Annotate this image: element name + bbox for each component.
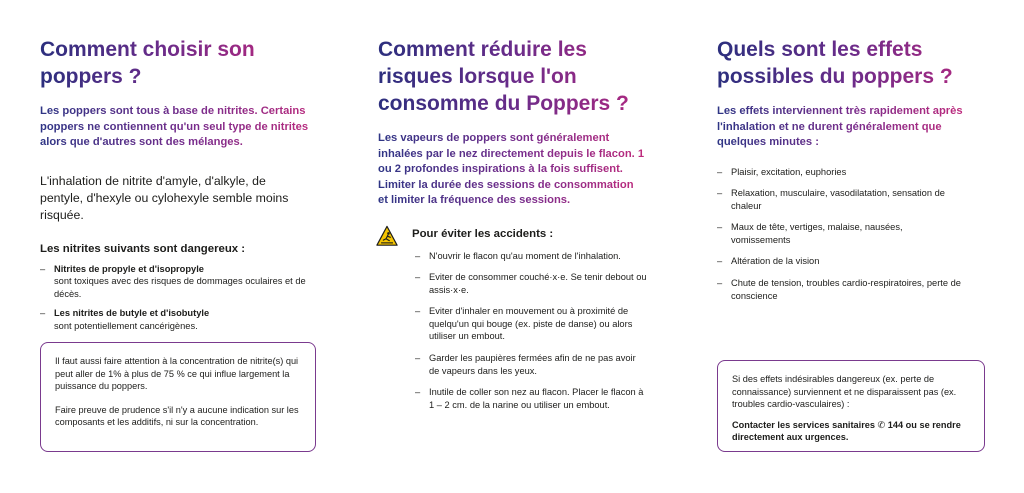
list-item <box>40 263 325 301</box>
box-paragraph: Il faut aussi faire attention à la concentration de nitrite(s) qui peut aller de 1% à plus de 75 % ce qui influe largement la puissance du poppers. <box>55 356 299 392</box>
list-item: – Chute de tension, troubles cardio-respiratoires, perte de conscience <box>717 277 962 302</box>
list-item: – Eviter d'inhaler en mouvement ou à proximité de quelqu'un qui bouge (ex. piste de danse) ou alors utiliser un embout. <box>415 305 647 343</box>
section-lead: Les effets interviennent très rapidement après l'inhalation et ne durent généralement que quelques minutes : <box>717 104 967 151</box>
section-title: Comment réduire les risques lorsque l'on consomme du Poppers ? <box>378 36 650 117</box>
emergency-info-box <box>717 360 985 452</box>
list-item: – N'ouvrir le flacon qu'au moment de l'inhalation. <box>415 250 647 263</box>
accident-list <box>415 250 647 412</box>
section-lead: Les vapeurs de poppers sont généralement inhalées par le nez directement depuis le flacon. 1 ou 2 profondes inspirations à la fois suffisent. Limiter la durée des sessions de consommation et limiter la fréquence des sessions. <box>378 131 646 209</box>
list-item: – Relaxation, musculaire, vasodilatation, sensation de chaleur <box>717 187 962 212</box>
slip-warning-icon <box>376 225 398 247</box>
list-item: – Altération de la vision <box>717 255 962 268</box>
list-item: – Maux de tête, vertiges, malaise, nausées, vomissements <box>717 221 962 246</box>
list-item: – Eviter de consommer couché·x·e. Se tenir debout ou assis·x·e. <box>415 271 647 296</box>
list-item-bold: Les nitrites de butyle et d'isobutyle <box>54 308 210 319</box>
column-reduce-risks <box>378 36 653 411</box>
list-item-text: sont toxiques avec des risques de dommages oculaires et de décès. <box>54 276 306 299</box>
column-choose-poppers <box>40 36 325 332</box>
box-paragraph: Si des effets indésirables dangereux (ex. perte de connaissance) surviennent et ne disparaissent pas (ex. troubles cardio-vasculaires) : <box>732 374 957 410</box>
section-body: L'inhalation de nitrite d'amyle, d'alkyle, de pentyle, d'hexyle ou cylohexyle semble moins risquée. <box>40 173 289 222</box>
section-title: Quels sont les effets possibles du poppers ? <box>717 36 977 90</box>
emergency-contact-text: Contacter les services sanitaires ✆ 144 ou se rendre directement aux urgences. <box>732 419 961 443</box>
danger-heading: Les nitrites suivants sont dangereux : <box>40 242 246 255</box>
list-item: – Garder les paupières fermées afin de ne pas avoir de vapeurs dans les yeux. <box>415 352 647 377</box>
box-paragraph: Faire preuve de prudence s'il n'y a aucune indication sur les composants et les additifs, ni sur la concentration. <box>55 404 299 428</box>
section-title: Comment choisir son poppers ? <box>40 36 280 90</box>
list-item-text: sont potentiellement cancérigènes. <box>54 320 198 331</box>
list-item-bold: Nitrites de propyle et d'isopropyle <box>54 263 204 274</box>
list-item: – Plaisir, excitation, euphories <box>717 166 962 179</box>
effects-list <box>717 166 962 303</box>
accident-heading: Pour éviter les accidents : <box>412 227 554 240</box>
concentration-info-box <box>40 342 316 452</box>
section-lead: Les poppers sont tous à base de nitrites. Certains poppers ne contiennent qu'un seul type de nitrites alors que d'autres sont des mélanges. <box>40 104 325 151</box>
list-item <box>40 307 325 332</box>
list-item: – Inutile de coller son nez au flacon. Placer le flacon à 1 – 2 cm. de la narine ou utiliser un embout. <box>415 386 647 411</box>
accident-heading-row <box>378 226 653 247</box>
column-possible-effects <box>717 36 1002 302</box>
danger-list <box>40 263 325 333</box>
